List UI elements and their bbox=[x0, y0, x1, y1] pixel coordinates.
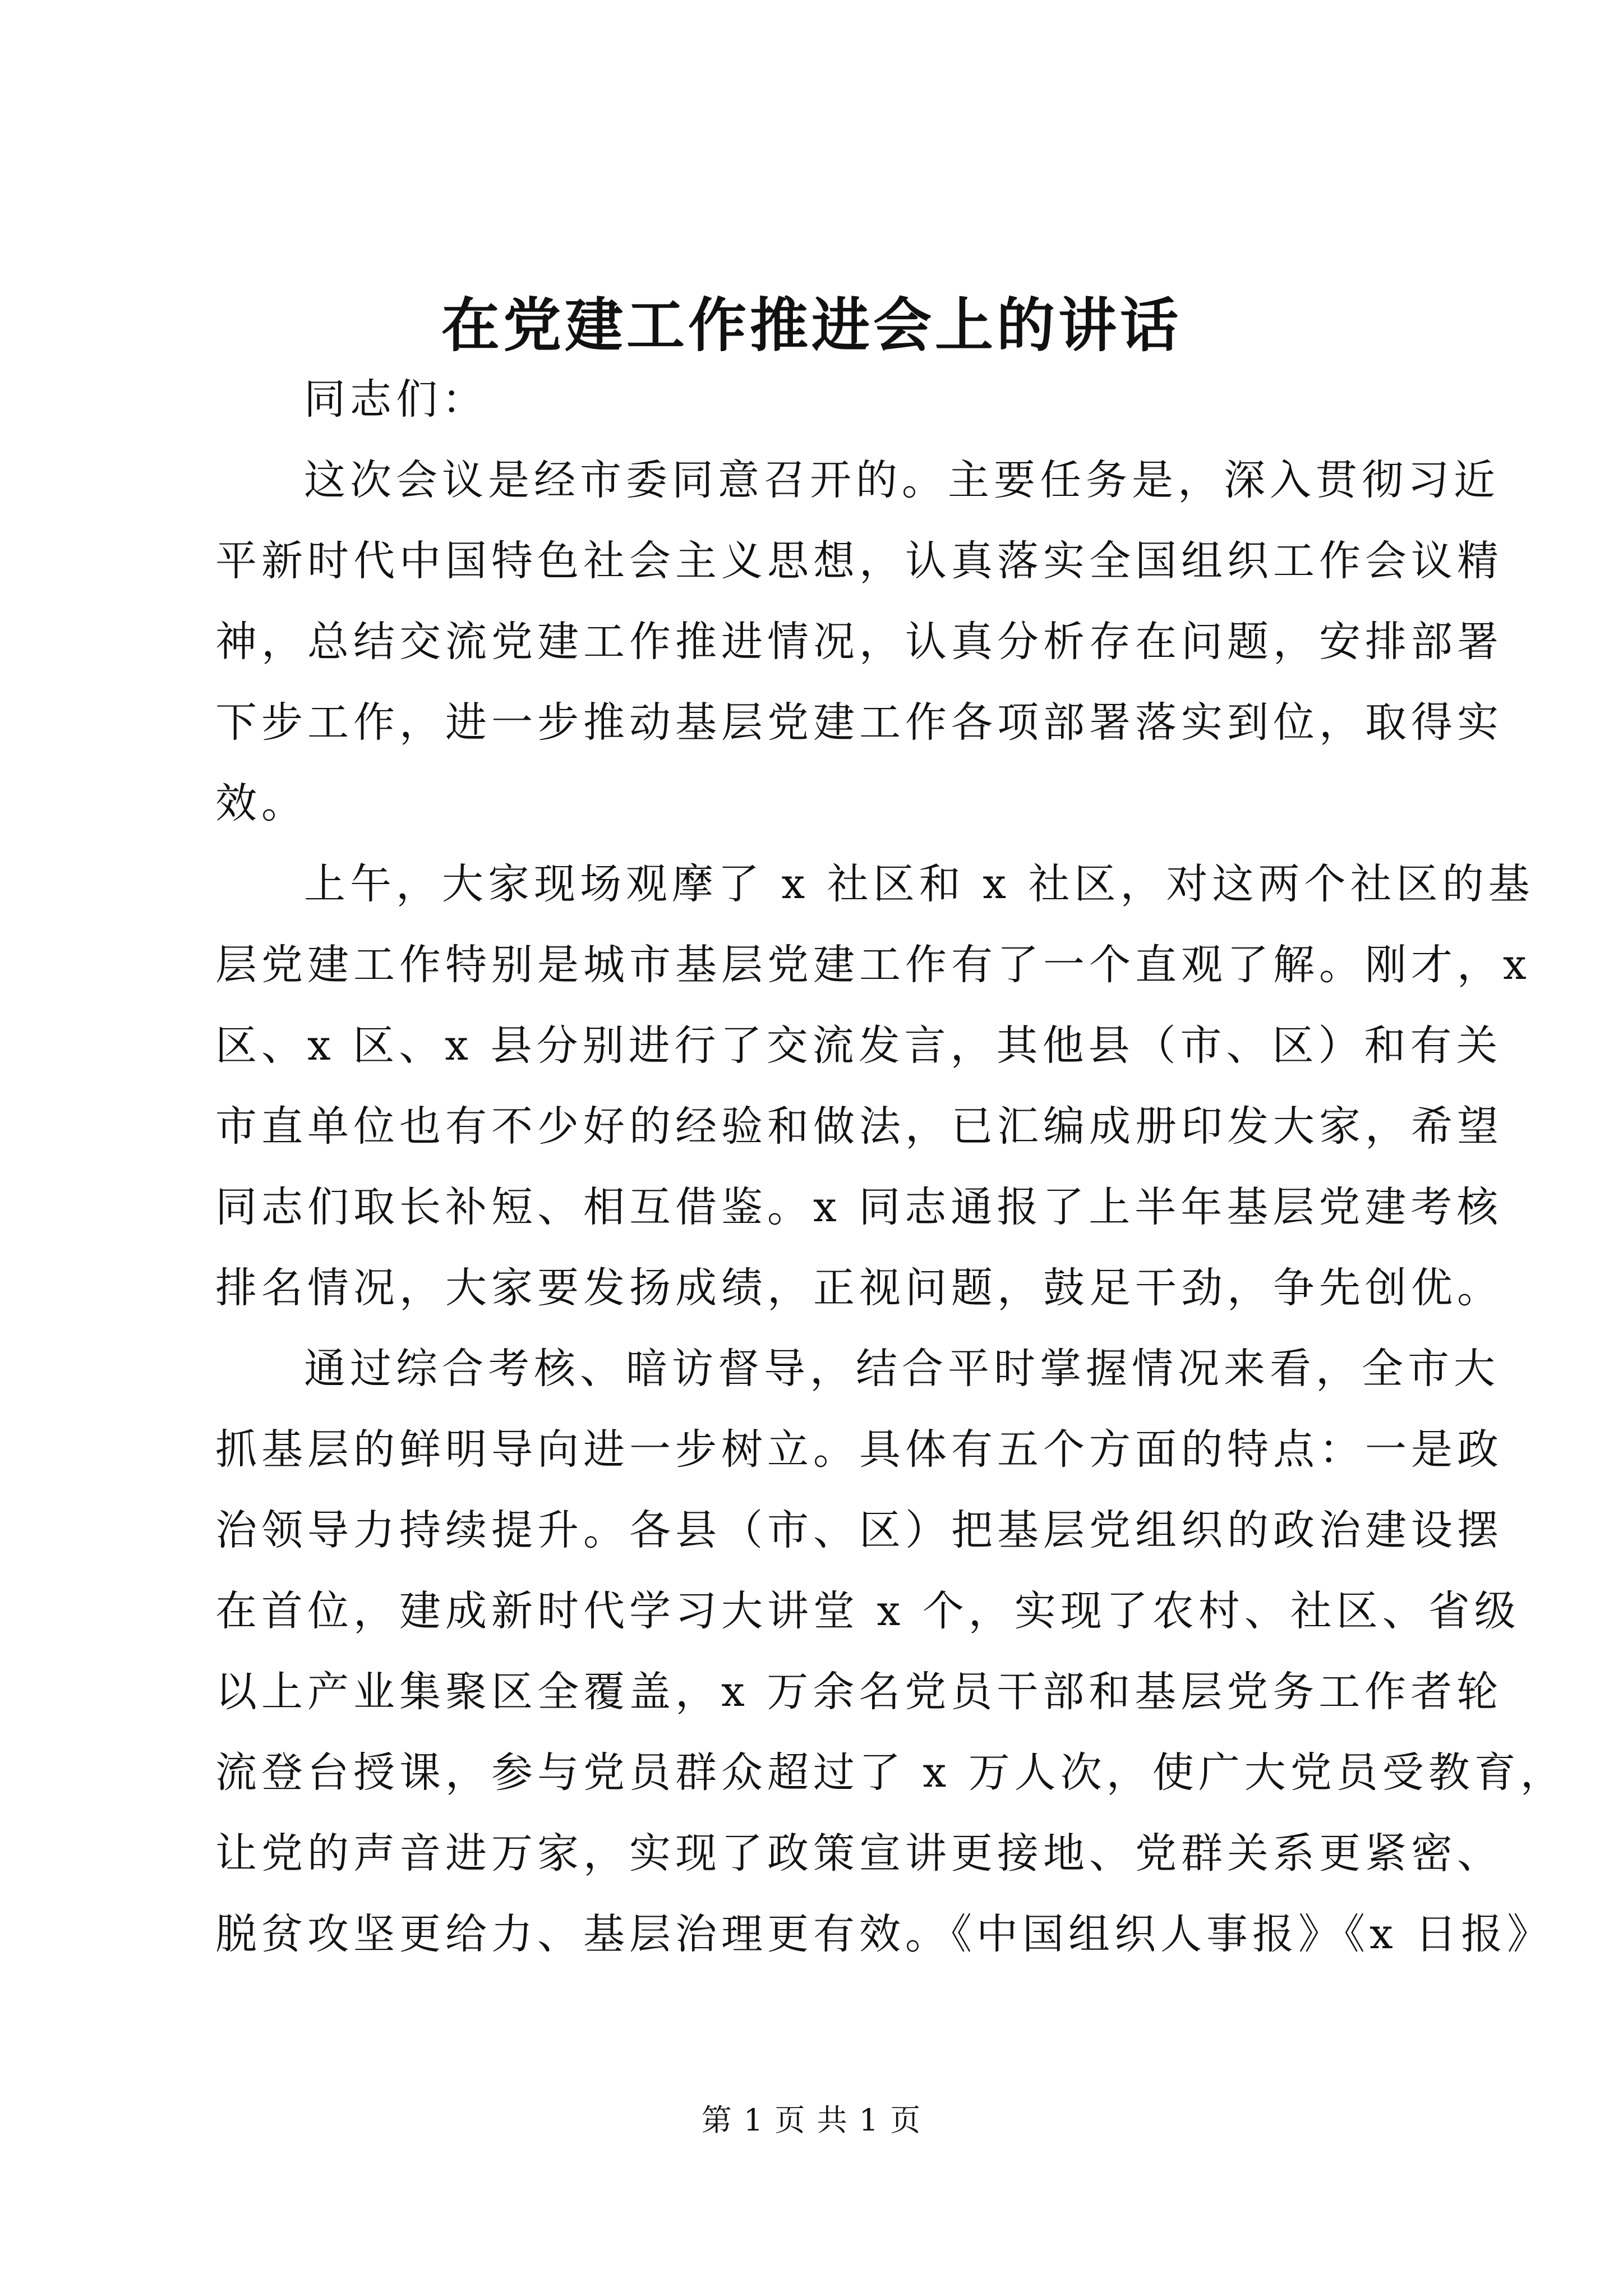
body-line: 治领导力持续提升。各县（市、区）把基层党组织的政治建设摆 bbox=[215, 1506, 1503, 1554]
body-line: 抓基层的鲜明导向进一步树立。具体有五个方面的特点：一是政 bbox=[215, 1425, 1503, 1474]
body-line: 在首位，建成新时代学习大讲堂 x 个，实现了农村、社区、省级 bbox=[215, 1587, 1520, 1635]
body-line: 让党的声音进万家，实现了政策宣讲更接地、党群关系更紧密、 bbox=[215, 1829, 1503, 1878]
document-title: 在党建工作推进会上的讲话 bbox=[441, 291, 1182, 360]
body-line: 神，总结交流党建工作推进情况，认真分析存在问题，安排部署 bbox=[215, 618, 1503, 666]
page-footer: 第 1 页 共 1 页 bbox=[701, 2102, 922, 2138]
body-line: 平新时代中国特色社会主义思想，认真落实全国组织工作会议精 bbox=[215, 537, 1503, 585]
body-line: 同志们取长补短、相互借鉴。x 同志通报了上半年基层党建考核 bbox=[215, 1183, 1503, 1231]
body-line: 上午，大家现场观摩了 x 社区和 x 社区，对这两个社区的基 bbox=[304, 860, 1534, 908]
body-line: 这次会议是经市委同意召开的。主要任务是，深入贯彻习近 bbox=[304, 456, 1500, 504]
body-line: 流登台授课，参与党员群众超过了 x 万人次，使广大党员受教育， bbox=[215, 1749, 1566, 1797]
document-body bbox=[215, 359, 1566, 1975]
body-line: 排名情况，大家要发扬成绩，正视问题，鼓足干劲，争先创优。 bbox=[215, 1264, 1503, 1312]
body-line: 市直单位也有不少好的经验和做法，已汇编成册印发大家，希望 bbox=[215, 1102, 1503, 1151]
body-line: 下步工作，进一步推动基层党建工作各项部署落实到位，取得实 bbox=[215, 698, 1503, 747]
salutation-line: 同志们： bbox=[304, 375, 488, 424]
body-line: 以上产业集聚区全覆盖，x 万余名党员干部和基层党务工作者轮 bbox=[215, 1668, 1503, 1716]
body-line: 层党建工作特别是城市基层党建工作有了一个直观了解。刚才，x bbox=[215, 941, 1531, 989]
body-line: 脱贫攻坚更给力、基层治理更有效。《中国组织人事报》《x 日报》 bbox=[215, 1910, 1553, 1958]
body-line: 效。 bbox=[215, 779, 307, 827]
body-line: 区、x 区、x 县分别进行了交流发言，其他县（市、区）和有关 bbox=[215, 1022, 1502, 1070]
body-line: 通过综合考核、暗访督导，结合平时掌握情况来看，全市大 bbox=[304, 1345, 1500, 1393]
